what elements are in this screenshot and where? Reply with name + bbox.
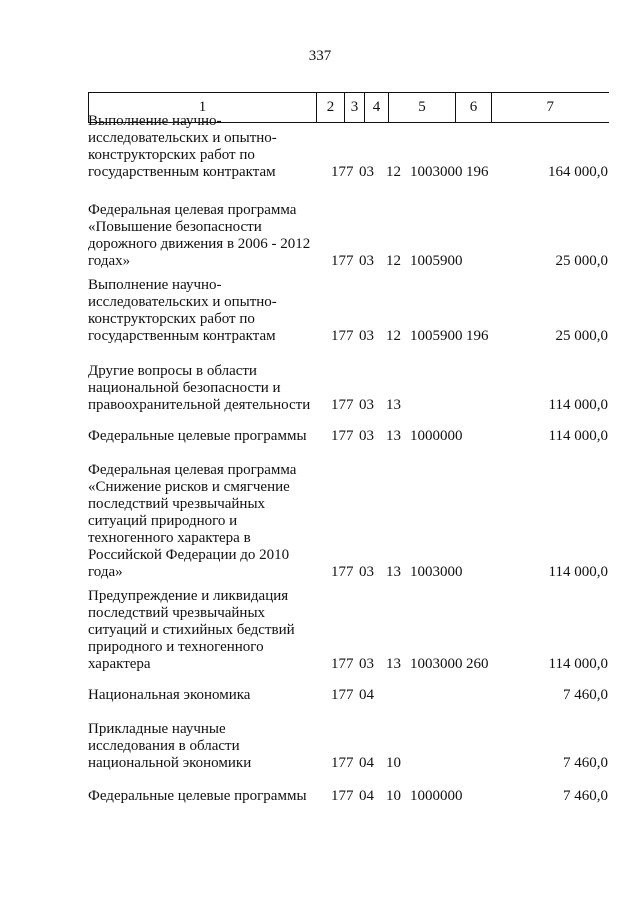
row-col-2: 177 (331, 253, 354, 269)
row-col-5: 1005900 (410, 328, 463, 344)
row-col-3: 03 (359, 397, 374, 413)
row-name: Предупреждение и ликвидация последствий чрезвычайных ситуаций и стихийных бедствий природного и техногенного характера (88, 588, 295, 672)
row-col-3: 03 (359, 253, 374, 269)
row-col-7: 7 460,0 (563, 788, 608, 804)
header-col-6: 6 (456, 93, 492, 123)
row-col-4: 12 (386, 164, 401, 180)
row-col-2: 177 (331, 564, 354, 580)
row-col-3: 04 (359, 687, 374, 703)
row-col-3: 04 (359, 788, 374, 804)
row-col-2: 177 (331, 164, 354, 180)
row-col-2: 177 (331, 397, 354, 413)
row-name: Федеральная целевая программа «Повышение безопасности дорожного движения в 2006 - 2012 годах» (88, 202, 311, 269)
row-col-2: 177 (331, 788, 354, 804)
row-col-7: 164 000,0 (548, 164, 608, 180)
row-col-4: 10 (386, 788, 401, 804)
header-col-1: 1 (89, 93, 317, 123)
row-col-5: 1003000 (410, 164, 463, 180)
row-col-4: 13 (386, 564, 401, 580)
row-col-7: 114 000,0 (548, 397, 608, 413)
row-name: Другие вопросы в области национальной безопасности и правоохранительной деятельности (88, 363, 311, 413)
header-col-3: 3 (345, 93, 365, 123)
row-col-4: 13 (386, 656, 401, 672)
row-name: Выполнение научно- исследовательских и опытно- конструкторских работ по государственным контрактам (88, 277, 277, 344)
row-col-7: 25 000,0 (555, 328, 608, 344)
row-col-5: 1005900 (410, 253, 463, 269)
row-name: Прикладные научные исследования в области национальной экономики (88, 721, 252, 771)
row-name: Федеральная целевая программа «Снижение рисков и смягчение последствий чрезвычайных ситуаций природного и техногенного характера в Российской Федерации до 2010 года» (88, 462, 297, 580)
row-col-5: 1003000 (410, 656, 463, 672)
row-col-7: 114 000,0 (548, 564, 608, 580)
row-col-7: 7 460,0 (563, 687, 608, 703)
row-col-5: 1000000 (410, 428, 463, 444)
row-col-5: 1000000 (410, 788, 463, 804)
row-name: Федеральные целевые программы (88, 788, 307, 804)
header-col-7: 7 (492, 93, 609, 123)
row-col-7: 114 000,0 (548, 428, 608, 444)
row-col-6: 196 (466, 164, 489, 180)
row-col-3: 03 (359, 328, 374, 344)
row-col-7: 25 000,0 (555, 253, 608, 269)
row-col-2: 177 (331, 328, 354, 344)
row-name: Национальная экономика (88, 687, 251, 703)
header-col-2: 2 (317, 93, 345, 123)
row-col-4: 10 (386, 755, 401, 771)
row-name: Федеральные целевые программы (88, 428, 307, 444)
row-col-7: 114 000,0 (548, 656, 608, 672)
row-col-4: 12 (386, 253, 401, 269)
row-col-3: 03 (359, 428, 374, 444)
row-col-3: 03 (359, 656, 374, 672)
row-col-4: 12 (386, 328, 401, 344)
row-name: Выполнение научно- исследовательских и опытно- конструкторских работ по государственным контрактам (88, 113, 277, 180)
row-col-5: 1003000 (410, 564, 463, 580)
row-col-2: 177 (331, 656, 354, 672)
row-col-2: 177 (331, 755, 354, 771)
row-col-4: 13 (386, 397, 401, 413)
header-col-5: 5 (389, 93, 456, 123)
row-col-3: 03 (359, 164, 374, 180)
row-col-6: 196 (466, 328, 489, 344)
page-number: 337 (308, 48, 332, 64)
row-col-6: 260 (466, 656, 489, 672)
header-col-4: 4 (365, 93, 389, 123)
row-col-4: 13 (386, 428, 401, 444)
row-col-2: 177 (331, 687, 354, 703)
row-col-7: 7 460,0 (563, 755, 608, 771)
row-col-3: 04 (359, 755, 374, 771)
row-col-2: 177 (331, 428, 354, 444)
row-col-3: 03 (359, 564, 374, 580)
